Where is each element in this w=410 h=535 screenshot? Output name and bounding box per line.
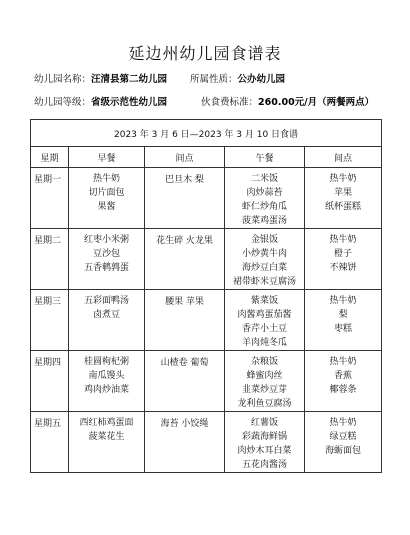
table-row xyxy=(31,412,382,473)
menu-item: 腰果 苹果 xyxy=(165,297,204,307)
menu-item: 五香鹌鹑蛋 xyxy=(83,263,129,273)
menu-item: 二米饭 xyxy=(250,174,278,184)
menu-item: 香蕉 xyxy=(334,371,353,381)
breakfast-cell xyxy=(69,168,145,229)
menu-item: 鸡肉炒油菜 xyxy=(83,385,129,395)
menu-item: 韭菜炒豆芽 xyxy=(241,385,287,395)
snack-am-cell xyxy=(145,168,225,229)
menu-item: 热牛奶 xyxy=(92,174,120,184)
menu-item: 肉炒木耳白菜 xyxy=(237,446,292,456)
menu-item: 肉炒蒜苔 xyxy=(246,188,283,198)
header-snack-am: 间点 xyxy=(145,147,225,168)
menu-item: 果酱 xyxy=(97,202,116,212)
menu-item: 杂粮饭 xyxy=(250,357,278,367)
school-name-label: 幼儿园名称： xyxy=(34,74,92,85)
menu-item: 橙子 xyxy=(334,249,353,259)
breakfast-cell xyxy=(69,290,145,351)
breakfast-cell xyxy=(69,229,145,290)
snack-pm-cell xyxy=(305,412,382,473)
menu-item: 裙带虾米豆腐汤 xyxy=(232,277,296,287)
snack-am-cell xyxy=(145,412,225,473)
weekday-cell: 星期一 xyxy=(31,168,69,229)
menu-item: 南瓜馒头 xyxy=(88,371,125,381)
header-row xyxy=(31,147,382,168)
menu-item: 热牛奶 xyxy=(329,235,357,245)
menu-item: 菠菜鸡蛋汤 xyxy=(241,216,287,226)
lunch-cell xyxy=(225,168,305,229)
menu-item: 彩蔬海鲜锅 xyxy=(241,432,287,442)
header-snack-pm: 间点 xyxy=(305,147,382,168)
menu-item: 热牛奶 xyxy=(329,174,357,184)
menu-item: 蜂蜜肉丝 xyxy=(246,371,283,381)
menu-item: 苹果 xyxy=(334,188,353,198)
weekday-cell: 星期二 xyxy=(31,229,69,290)
menu-item: 豆沙包 xyxy=(92,249,120,259)
snack-am-cell xyxy=(145,290,225,351)
menu-item: 海苔 小饺绳 xyxy=(160,419,209,429)
school-name-field xyxy=(34,71,167,85)
menu-item: 椰蓉条 xyxy=(329,385,357,395)
menu-item: 巴旦木 梨 xyxy=(165,175,204,185)
menu-item: 桂圆枸杞粥 xyxy=(83,357,129,367)
menu-item: 山楂卷 葡萄 xyxy=(160,358,209,368)
weekday-cell: 星期五 xyxy=(31,412,69,473)
school-name-value: 汪清县第二幼儿园 xyxy=(91,74,168,85)
menu-item: 切片面包 xyxy=(88,188,125,198)
header-breakfast: 早餐 xyxy=(69,147,145,168)
menu-item: 纸杯蛋糕 xyxy=(325,202,362,212)
menu-item: 羊肉炖冬瓜 xyxy=(241,338,287,348)
table-row xyxy=(31,290,382,351)
menu-item: 红薯饭 xyxy=(250,418,278,428)
header-lunch: 午餐 xyxy=(225,147,305,168)
menu-item: 热牛奶 xyxy=(329,418,357,428)
table-row xyxy=(31,168,382,229)
menu-item: 花生碎 火龙果 xyxy=(156,236,213,246)
school-nature-value: 公办幼儿园 xyxy=(237,74,286,85)
snack-am-cell xyxy=(145,351,225,412)
menu-item: 绿豆糕 xyxy=(329,432,357,442)
date-range-row xyxy=(31,120,382,147)
header-weekday: 星期 xyxy=(31,147,69,168)
menu-item: 虾仁炒角瓜 xyxy=(241,202,287,212)
snack-pm-cell xyxy=(305,229,382,290)
lunch-cell xyxy=(225,229,305,290)
table-row xyxy=(31,351,382,412)
menu-item: 五花肉酱汤 xyxy=(241,460,287,470)
school-nature-field xyxy=(190,71,285,85)
weekday-cell: 星期三 xyxy=(31,290,69,351)
weekday-cell: 星期四 xyxy=(31,351,69,412)
page-title: 延边州幼儿园食谱表 xyxy=(128,44,282,63)
school-grade-field xyxy=(34,94,167,108)
lunch-cell xyxy=(225,412,305,473)
meal-fee-field xyxy=(201,94,374,108)
menu-item: 卤煮豆 xyxy=(92,310,120,320)
snack-pm-cell xyxy=(305,290,382,351)
menu-item: 香芹小土豆 xyxy=(241,324,287,334)
menu-item: 热牛奶 xyxy=(329,296,357,306)
lunch-cell xyxy=(225,290,305,351)
school-grade-label: 幼儿园等级： xyxy=(34,97,92,108)
menu-item: 小炒黄牛肉 xyxy=(241,249,287,259)
snack-am-cell xyxy=(145,229,225,290)
menu-item: 海蛎面包 xyxy=(325,446,362,456)
table-row xyxy=(31,229,382,290)
menu-item: 枣糕 xyxy=(334,324,353,334)
menu-table xyxy=(30,119,382,473)
menu-item: 五彩面鸭汤 xyxy=(83,296,129,306)
menu-item: 不辣饼 xyxy=(329,263,357,273)
menu-item: 热牛奶 xyxy=(329,357,357,367)
menu-item: 红枣小米粥 xyxy=(83,235,129,245)
menu-item: 肉酱鸡蛋茄酱 xyxy=(237,310,292,320)
breakfast-cell xyxy=(69,351,145,412)
breakfast-cell xyxy=(69,412,145,473)
menu-item: 菠菜花生 xyxy=(88,432,125,442)
meal-fee-value: 260.00元/月（两餐两点） xyxy=(258,97,375,108)
snack-pm-cell xyxy=(305,351,382,412)
menu-item: 金银饭 xyxy=(250,235,278,245)
school-grade-value: 省级示范性幼儿园 xyxy=(91,97,168,108)
meal-fee-label: 伙食费标准： xyxy=(201,97,259,108)
date-range: 2023 年 3 月 6 日—2023 年 3 月 10 日食谱 xyxy=(31,120,382,147)
school-nature-label: 所属性质： xyxy=(190,74,238,85)
lunch-cell xyxy=(225,351,305,412)
menu-item: 西红柿鸡蛋面 xyxy=(79,418,134,428)
menu-item: 梨 xyxy=(338,310,348,320)
menu-item: 紫菜饭 xyxy=(250,296,278,306)
snack-pm-cell xyxy=(305,168,382,229)
menu-item: 海炒豆白菜 xyxy=(241,263,287,273)
menu-item: 龙利鱼豆腐汤 xyxy=(237,399,292,409)
